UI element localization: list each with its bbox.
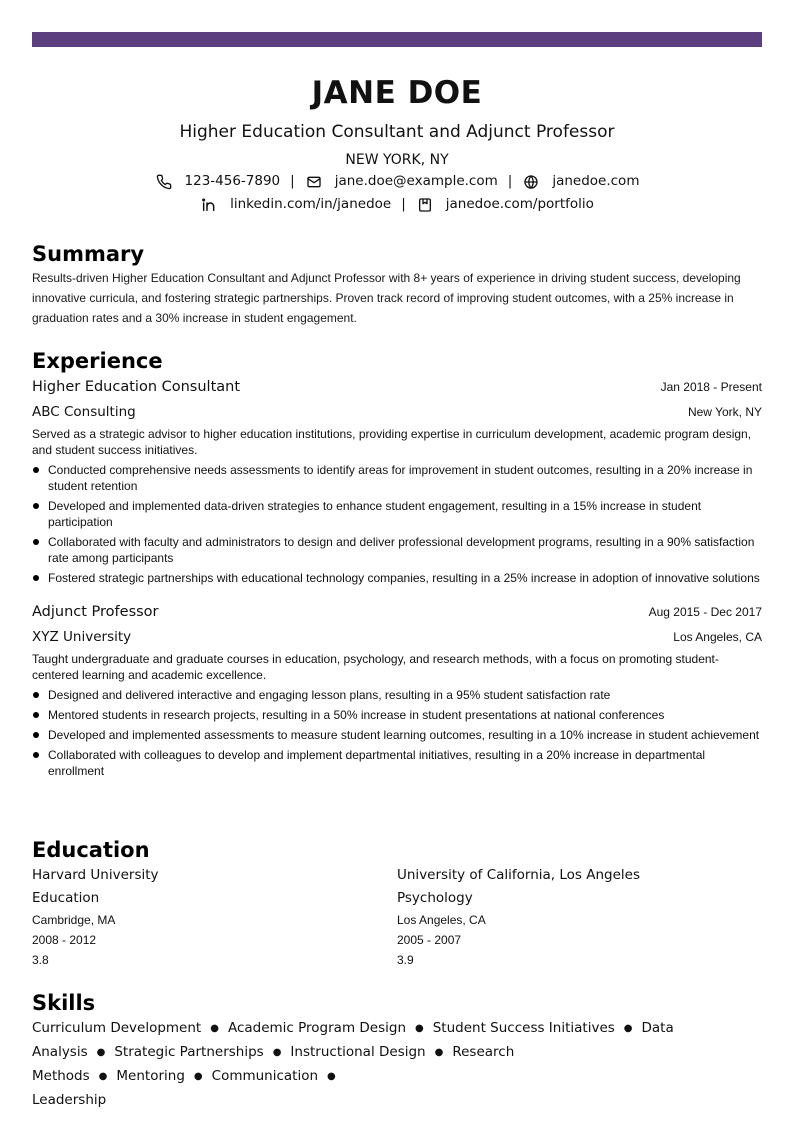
separator: | [401, 196, 406, 212]
website-link[interactable]: janedoe.com [552, 173, 640, 189]
linkedin-icon [200, 196, 218, 214]
skill-item: Mentoring [116, 1068, 185, 1084]
skill-item: Research Methods [32, 1044, 515, 1084]
candidate-location: NEW YORK, NY [345, 152, 449, 168]
bullet-dot [33, 712, 39, 718]
skill-item: Academic Program Design [227, 1020, 406, 1036]
skill-item: Instructional Design [290, 1044, 426, 1060]
skill-item: Leadership [32, 1092, 107, 1108]
job-entry [32, 375, 762, 586]
skills-section [32, 989, 762, 1112]
bullet-text: Collaborated with colleagues to develop and implement departmental initiatives, resulting in a 20% increase in departmental enrollment [48, 748, 706, 778]
portfolio-icon [416, 196, 434, 214]
bullet-dot [33, 575, 39, 581]
phone-icon [155, 173, 173, 191]
email-link[interactable]: jane.doe@example.com [334, 173, 498, 189]
skill-item: Data Analysis [32, 1020, 674, 1060]
bullet-text: Developed and implemented assessments to measure student learning outcomes, resulting in a 10% increase in student achievement [48, 728, 760, 742]
list-item [32, 534, 762, 566]
bullet-text: Fostered strategic partnerships with educational technology companies, resulting in a 25% increase in adoption of innovative solutions [48, 571, 760, 585]
edu-gpa: 3.9 [397, 953, 414, 967]
candidate-name: JANE DOE [311, 75, 483, 111]
globe-icon [522, 173, 540, 191]
education-entry [397, 864, 762, 970]
skill-separator: ● [623, 1023, 633, 1034]
list-item [32, 498, 762, 530]
phone-text: 123-456-7890 [184, 173, 281, 189]
job-dates: Jan 2018 - Present [660, 380, 762, 394]
skill-separator: ● [272, 1047, 282, 1058]
job-company: XYZ University [32, 629, 132, 645]
edu-location: Los Angeles, CA [397, 913, 486, 927]
bullet-dot [33, 732, 39, 738]
list-item [32, 462, 762, 494]
email-icon [305, 173, 323, 191]
contact-row-2 [32, 193, 762, 216]
resume-header [32, 72, 762, 216]
contact-row-1 [32, 170, 762, 193]
edu-field: Psychology [397, 890, 473, 906]
experience-section [32, 347, 762, 783]
edu-school: Harvard University [32, 867, 159, 883]
edu-location: Cambridge, MA [32, 913, 116, 927]
skill-separator: ● [96, 1047, 106, 1058]
education-entry [32, 864, 397, 970]
list-item [32, 570, 762, 586]
section-heading: Experience [32, 349, 163, 373]
skills-list [32, 1017, 712, 1112]
list-item [32, 707, 762, 723]
skill-separator: ● [415, 1023, 424, 1034]
bullet-dot [33, 692, 39, 698]
edu-years: 2008 - 2012 [32, 933, 97, 947]
list-item [32, 687, 762, 703]
bullet-dot [33, 752, 39, 758]
separator: | [290, 173, 295, 189]
job-bullets [32, 462, 762, 586]
job-location: New York, NY [687, 405, 762, 419]
education-section [32, 836, 762, 970]
edu-school: University of California, Los Angeles [397, 867, 641, 883]
edu-field: Education [32, 890, 100, 906]
bullet-dot [33, 503, 39, 509]
portfolio-link[interactable]: janedoe.com/portfolio [445, 196, 594, 212]
section-heading: Summary [32, 242, 145, 266]
accent-bar [32, 32, 762, 47]
bullet-text: Designed and delivered interactive and engaging lesson plans, resulting in a 95% student satisfaction rate [48, 688, 611, 702]
job-dates: Aug 2015 - Dec 2017 [648, 605, 762, 619]
job-title: Higher Education Consultant [32, 379, 241, 395]
edu-years: 2005 - 2007 [397, 933, 462, 947]
skill-separator: ● [193, 1071, 203, 1082]
list-item [32, 747, 762, 779]
skill-separator: ● [210, 1023, 219, 1034]
job-location: Los Angeles, CA [673, 630, 762, 644]
skill-item: Curriculum Development [32, 1020, 202, 1036]
section-heading: Education [32, 838, 150, 862]
edu-gpa: 3.8 [32, 953, 49, 967]
summary-text: Results-driven Higher Education Consultant and Adjunct Professor with 8+ years of experience in driving student success, developing innovative curricula, and fostering strategic partnerships. Proven track record of improving student outcomes, with a 25% increase in graduation rates and a 30% increase in student engagement. [32, 271, 741, 325]
skill-item: Strategic Partnerships [114, 1044, 264, 1060]
bullet-text: Developed and implemented data-driven strategies to enhance student engagement, resulting in a 15% increase in student participation [48, 499, 702, 529]
job-company: ABC Consulting [32, 404, 136, 420]
bullet-text: Conducted comprehensive needs assessments to identify areas for improvement in student outcomes, resulting in a 20% increase in student retention [48, 463, 753, 493]
job-description: Served as a strategic advisor to higher education institutions, providing expertise in curriculum development, academic program design, and student success initiatives. [32, 427, 752, 457]
section-heading: Skills [32, 991, 96, 1015]
linkedin-link[interactable]: linkedin.com/in/janedoe [230, 196, 392, 212]
bullet-text: Collaborated with faculty and administrators to design and deliver professional development programs, resulting in a 90% satisfaction rate among participants [48, 535, 755, 565]
job-title: Adjunct Professor [32, 604, 159, 620]
skill-item: Student Success Initiatives [432, 1020, 615, 1036]
summary-section [32, 240, 762, 328]
candidate-title: Higher Education Consultant and Adjunct Professor [179, 122, 615, 142]
job-bullets [32, 687, 762, 779]
bullet-dot [33, 539, 39, 545]
skill-separator: ● [327, 1071, 336, 1082]
separator: | [507, 173, 513, 189]
skill-item: Communication [211, 1068, 319, 1084]
skill-separator: ● [98, 1071, 108, 1082]
job-description: Taught undergraduate and graduate courses in education, psychology, and research methods, with a focus on promoting student-centered learning and academic excellence. [32, 652, 719, 682]
bullet-text: Mentored students in research projects, resulting in a 50% increase in student presentations at national conferences [48, 708, 665, 722]
skill-separator: ● [434, 1047, 444, 1058]
job-entry [32, 600, 762, 779]
list-item [32, 727, 762, 743]
bullet-dot [33, 467, 39, 473]
